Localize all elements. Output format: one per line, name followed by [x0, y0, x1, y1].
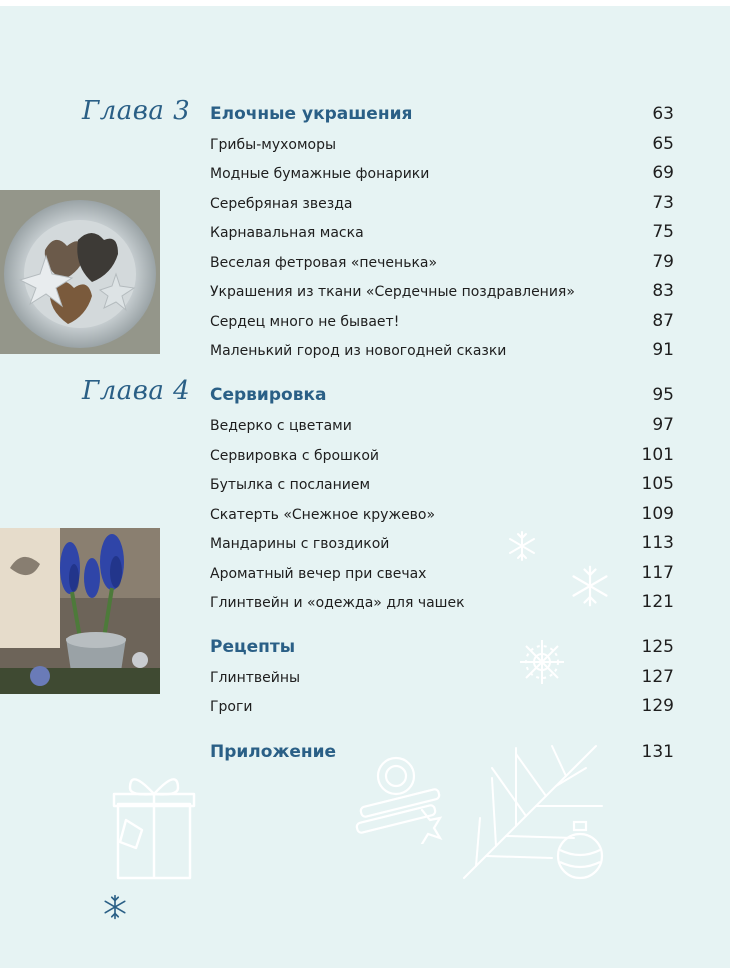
cinnamon-icon [352, 756, 448, 844]
toc-page-number: 105 [641, 474, 674, 494]
toc-entry-title: Грибы-мухоморы [210, 137, 337, 153]
toc-section-row[interactable] [210, 637, 674, 657]
toc-entry-title: Ароматный вечер при свечах [210, 566, 427, 582]
toc-page-number: 101 [641, 445, 674, 465]
toc-entry-title: Приложение [210, 742, 337, 762]
toc-entry-title: Елочные украшения [210, 104, 413, 124]
toc-page-number: 91 [652, 340, 674, 360]
toc-entry-title: Украшения из ткани «Сердечные поздравления» [210, 284, 575, 300]
toc-entry-row[interactable] [210, 281, 674, 301]
toc-entry-title: Рецепты [210, 637, 296, 657]
photo-ornaments-plate [0, 190, 160, 354]
toc-entry-title: Бутылка с посланием [210, 477, 371, 493]
ornament-icon [554, 816, 606, 886]
toc-entry-title: Сервировка с брошкой [210, 448, 379, 464]
toc-entry-title: Глинтвейн и «одежда» для чашек [210, 595, 465, 611]
toc-section-row[interactable] [210, 104, 674, 124]
toc-page-number: 109 [641, 504, 674, 524]
toc-entry-title: Веселая фетровая «печенька» [210, 255, 438, 271]
toc-entry-row[interactable] [210, 252, 674, 272]
toc-entry-row[interactable] [210, 163, 674, 183]
toc-page-number: 75 [652, 222, 674, 242]
toc-page-number: 127 [641, 667, 674, 687]
toc-entry-row[interactable] [210, 311, 674, 331]
toc-entry-row[interactable] [210, 474, 674, 494]
toc-page-number: 83 [652, 281, 674, 301]
toc-page-number: 95 [652, 385, 674, 405]
snowflake-icon [518, 638, 566, 686]
toc-page-number: 113 [641, 533, 674, 553]
toc-page [0, 6, 730, 968]
toc-page-number: 73 [652, 193, 674, 213]
toc-page-number: 121 [641, 592, 674, 612]
toc-section-row[interactable] [210, 385, 674, 405]
chapter-3-heading: Глава 3 [82, 96, 191, 126]
toc-page-number: 131 [641, 742, 674, 762]
toc-entry-row[interactable] [210, 134, 674, 154]
toc-entry-title: Сервировка [210, 385, 327, 405]
toc-entry-title: Гроги [210, 699, 253, 715]
toc-entry-title: Серебряная звезда [210, 196, 353, 212]
toc-entry-title: Модные бумажные фонарики [210, 166, 430, 182]
snowflake-icon [506, 530, 538, 562]
toc-entry-row[interactable] [210, 445, 674, 465]
toc-entry-row[interactable] [210, 193, 674, 213]
toc-page-number: 117 [641, 563, 674, 583]
toc-page-number: 87 [652, 311, 674, 331]
toc-entry-row[interactable] [210, 504, 674, 524]
toc-entry-title: Карнавальная маска [210, 225, 364, 241]
toc-page-number: 129 [641, 696, 674, 716]
toc-page-number: 79 [652, 252, 674, 272]
toc-entry-title: Ведерко с цветами [210, 418, 352, 434]
toc-page-number: 63 [652, 104, 674, 124]
toc-entry-title: Сердец много не бывает! [210, 314, 400, 330]
toc-page-number: 97 [652, 415, 674, 435]
snowflake-icon [102, 894, 128, 920]
toc-entry-row[interactable] [210, 667, 674, 687]
toc-entry-row[interactable] [210, 696, 674, 716]
toc-entry-row[interactable] [210, 340, 674, 360]
chapter-4-heading: Глава 4 [82, 376, 191, 406]
toc-page-number: 125 [641, 637, 674, 657]
toc-page-number: 65 [652, 134, 674, 154]
toc-entry-title: Скатерть «Снежное кружево» [210, 507, 436, 523]
snowflake-icon [568, 564, 612, 608]
gift-box-icon [112, 768, 200, 882]
toc-entry-row[interactable] [210, 222, 674, 242]
photo-hyacinths [0, 528, 160, 694]
toc-page-number: 69 [652, 163, 674, 183]
toc-entry-row[interactable] [210, 533, 674, 553]
toc-entry-title: Глинтвейны [210, 670, 301, 686]
toc-entry-title: Мандарины с гвоздикой [210, 536, 390, 552]
toc-entry-title: Маленький город из новогодней сказки [210, 343, 507, 359]
toc-entry-row[interactable] [210, 415, 674, 435]
